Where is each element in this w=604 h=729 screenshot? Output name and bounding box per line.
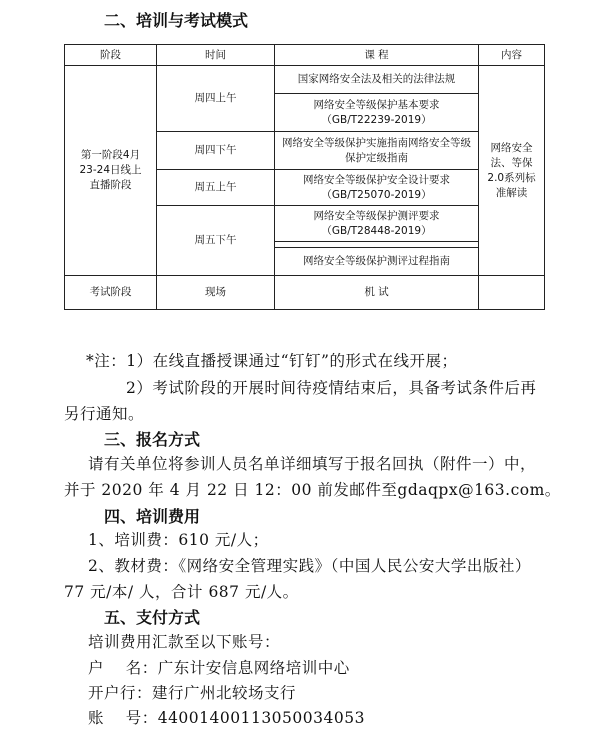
section-heading-fees: 四、培训费用: [104, 507, 201, 526]
time-cell: 周五上午: [157, 170, 275, 206]
header-stage: 阶段: [65, 45, 157, 66]
exam-course-cell: 机 试: [275, 276, 479, 310]
table-header-row: [65, 45, 545, 66]
schedule-table: [64, 44, 545, 310]
payment-line-1: 培训费用汇款至以下账号：: [88, 633, 281, 651]
payment-account-name: 户 名：广东计安信息网络培训中心: [88, 659, 350, 677]
section-heading-training-mode: 二、培训与考试模式: [104, 11, 249, 30]
header-content: 内容: [479, 45, 545, 66]
course-cell: 网络安全等级保护测评要求（GB/T28448-2019）: [275, 206, 479, 242]
content-cell: 网络安全法、等保2.0系列标准解读: [479, 66, 545, 276]
note-2-continued: 另行通知。: [64, 405, 145, 423]
payment-bank: 开户行：建行广州北较场支行: [88, 684, 297, 702]
section-heading-payment: 五、支付方式: [104, 608, 201, 627]
note-2: 2）考试阶段的开展时间待疫情结束后，具备考试条件后再: [126, 379, 537, 397]
course-cell: 国家网络安全法及相关的法律法规: [275, 66, 479, 94]
course-cell: 网络安全等级保护安全设计要求（GB/T25070-2019）: [275, 170, 479, 206]
note-1: *注：1）在线直播授课通过“钉钉”的形式在线开展；: [86, 352, 458, 370]
fee-line-1: 1、培训费：610 元/人；: [88, 531, 269, 549]
course-cell: 网络安全等级保护实施指南网络安全等级保护定级指南: [275, 132, 479, 170]
exam-content-cell: [479, 276, 545, 310]
section-heading-registration: 三、报名方式: [104, 430, 201, 449]
exam-time-cell: 现场: [157, 276, 275, 310]
fee-line-2: 2、教材费：《网络安全管理实践》（中国人民公安大学出版社）: [88, 557, 531, 575]
payment-account-number: 账 号：44001400113050034053: [88, 709, 365, 727]
time-cell: 周五下午: [157, 206, 275, 276]
registration-line-2: 并于 2020 年 4 月 22 日 12：00 前发邮件至gdaqpx@163.com。: [64, 481, 561, 499]
course-cell: 网络安全等级保护基本要求（GB/T22239-2019）: [275, 94, 479, 132]
registration-line-1: 请有关单位将参训人员名单详细填写于报名回执（附件一）中，: [88, 455, 537, 473]
time-cell: 周四下午: [157, 132, 275, 170]
table-row-exam: [65, 276, 545, 310]
time-cell: 周四上午: [157, 66, 275, 132]
exam-stage-cell: 考试阶段: [65, 276, 157, 310]
header-time: 时间: [157, 45, 275, 66]
fee-line-3: 77 元/本/ 人，合计 687 元/人。: [64, 583, 299, 601]
course-cell: 网络安全等级保护测评过程指南: [275, 248, 479, 276]
table-row: [65, 66, 545, 94]
header-course: 课 程: [275, 45, 479, 66]
stage-online-cell: 第一阶段4月23-24日线上直播阶段: [65, 66, 157, 276]
